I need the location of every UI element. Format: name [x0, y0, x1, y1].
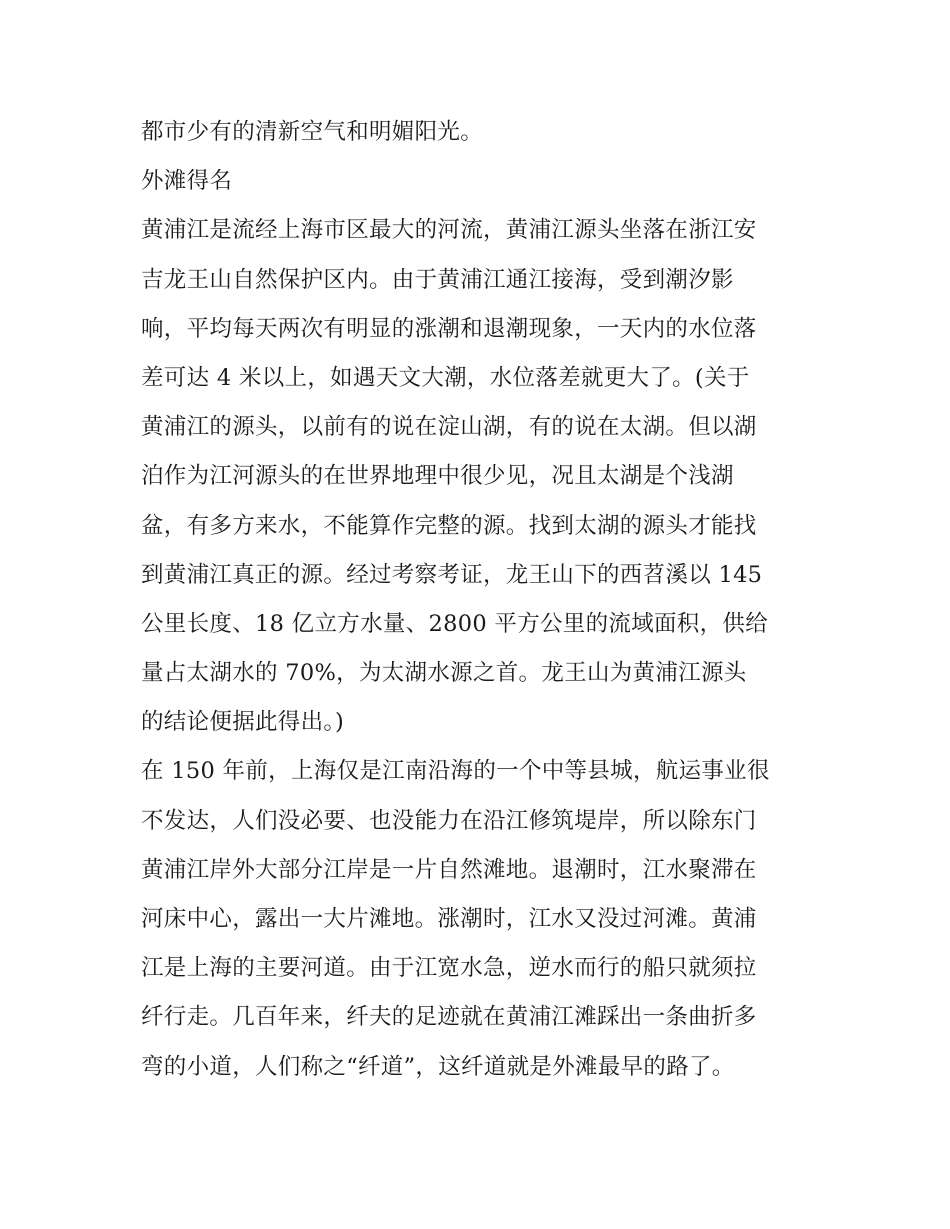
text-line-8: 泊作为江河源头的在世界地理中很少见，况且太湖是个浅湖	[141, 463, 734, 490]
section-heading: 外滩得名	[141, 168, 233, 195]
text-line-6: 差可达 4 米以上，如遇天文大潮，水位落差就更大了。(关于	[141, 364, 750, 391]
text-line-14: 在 150 年前，上海仅是江南沿海的一个中等县城，航运事业很	[141, 758, 770, 785]
text-line-19: 纤行走。几百年来，纤夫的足迹就在黄浦江滩踩出一条曲折多	[141, 1004, 757, 1031]
text-line-10: 到黄浦江真正的源。经过考察考证，龙王山下的西苕溪以 145	[141, 561, 763, 588]
text-line-12: 量占太湖水的 70%，为太湖水源之首。龙王山为黄浦江源头	[141, 660, 747, 687]
text-line-7: 黄浦江的源头，以前有的说在淀山湖，有的说在太湖。但以湖	[141, 414, 757, 441]
text-line-11: 公里长度、18 亿立方水量、2800 平方公里的流域面积，供给	[141, 610, 768, 637]
text-line-3: 黄浦江是流经上海市区最大的河流，黄浦江源头坐落在浙江安	[141, 217, 757, 244]
text-line-4: 吉龙王山自然保护区内。由于黄浦江通江接海，受到潮汐影	[141, 266, 734, 293]
text-line-9: 盆，有多方来水，不能算作完整的源。找到太湖的源头才能找	[141, 512, 757, 539]
text-line-1: 都市少有的清新空气和明媚阳光。	[141, 119, 484, 145]
text-line-5: 响，平均每天两次有明显的涨潮和退潮现象，一天内的水位落	[141, 315, 757, 342]
text-line-13: 的结论便据此得出。)	[141, 709, 345, 736]
text-line-17: 河床中心，露出一大片滩地。涨潮时，江水又没过河滩。黄浦	[141, 906, 757, 932]
body-text	[141, 108, 813, 1092]
text-line-18: 江是上海的主要河道。由于江宽水急，逆水而行的船只就须拉	[141, 955, 757, 982]
text-line-15: 不发达，人们没必要、也没能力在沿江修筑堤岸，所以除东门	[141, 807, 757, 834]
text-line-16: 黄浦江岸外大部分江岸是一片自然滩地。退潮时，江水聚滞在	[141, 856, 757, 883]
text-line-20: 弯的小道，人们称之“纤道”，这纤道就是外滩最早的路了。	[141, 1053, 735, 1080]
